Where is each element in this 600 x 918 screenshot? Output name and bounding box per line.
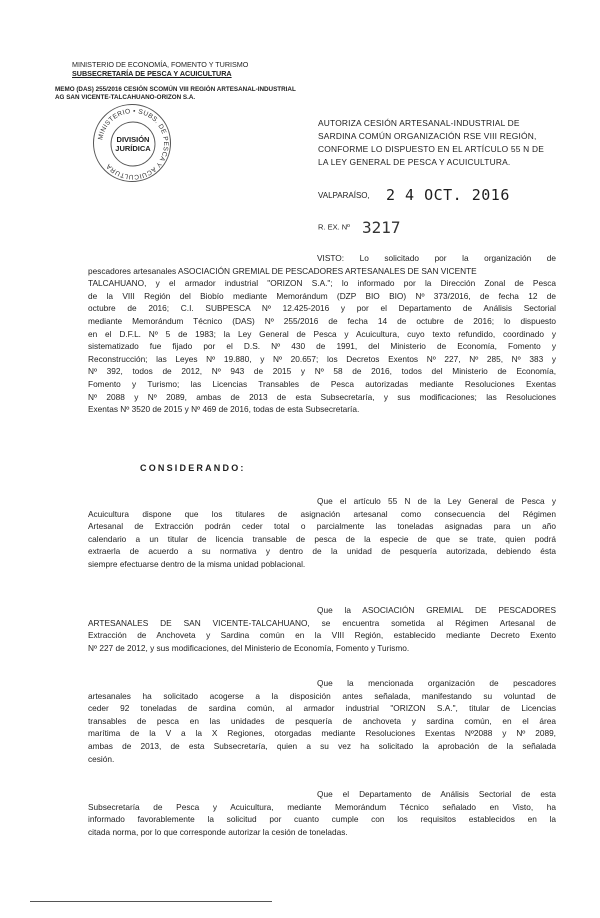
title-line: SARDINA COMÚN ORGANIZACIÓN RSE VIII REGIÓN,: [318, 131, 537, 141]
subsecretaria-name: SUBSECRETARÍA DE PESCA Y ACUICULTURA: [72, 69, 232, 78]
paragraph-line: TALCAHUANO, y el armador industrial "ORIZON S.A."; lo informado por la Dirección Zonal de Pesca: [88, 278, 556, 289]
paragraph-line: marítima de la V a la X Regiones, otorgadas mediante Resoluciones Exentas Nº2088 y Nº 2089,: [88, 728, 556, 739]
paragraph-line: VISTO: Lo solicitado por la organización de: [317, 253, 556, 263]
footnote-divider: [30, 901, 272, 902]
stamp-center-line-1: DIVISIÓN: [116, 135, 150, 144]
considerando-heading: CONSIDERANDO:: [140, 463, 246, 473]
considerando-paragraph-1: [88, 495, 556, 571]
paragraph-line: transables de pesca en las unidades de pesquería de anchoveta y sardina común, en el área: [88, 715, 556, 726]
division-juridica-stamp: [93, 104, 171, 182]
letterhead: [72, 60, 372, 78]
resolution-title: [318, 117, 558, 169]
paragraph-line: Que la mencionada organización de pescadores: [317, 678, 556, 688]
paragraph-line: calendario a un titular de licencia transable de pesca de la especie de que se trate, quien podrá: [88, 533, 556, 544]
title-line: LA LEY GENERAL DE PESCA Y ACUICULTURA.: [318, 157, 511, 167]
paragraph-line: Nº 227 de 2012, y sus modificaciones, del Ministerio de Economía, Fomento y Turismo.: [88, 642, 410, 653]
paragraph-line: ambas de 2013, de esta Subsecretaría, quien a su vez ha solicitado la aprobación de la señalada: [88, 740, 556, 751]
paragraph-line: ARTESANALES DE SAN VICENTE-TALCAHUANO, se encuentra sometida al Régimen Artesanal de: [88, 617, 556, 628]
memo-reference: [55, 86, 355, 102]
paragraph-line: citada norma, por lo que corresponde autorizar la cesión de toneladas.: [88, 826, 348, 837]
paragraph-line: ceder 92 toneladas de sardina común, al armador industrial "ORIZON S.A.", titular de Licencias: [88, 703, 556, 714]
paragraph-line: pescadores artesanales ASOCIACIÓN GREMIAL DE PESCADORES ARTESANALES DE SAN VICENTE: [88, 265, 477, 276]
resolution-number-value: 3217: [362, 218, 401, 237]
paragraph-line: Subsecretaría de Pesca y Acuicultura, mediante Memorándum Técnico señalado en Visto, ha: [88, 801, 556, 812]
dateline-date-stamp: 2 4 OCT. 2016: [385, 186, 510, 204]
paragraph-line: octubre de 2016; C.I. SUBPESCA Nº 12.425-2016 y por el Departamento de Análisis Sectorial: [88, 303, 556, 314]
stamp-ring-text: MINISTERIO • SUBS. DE PESCA Y ACUICULTURA: [97, 107, 170, 181]
paragraph-line: Fomento y Turismo; las Licencias Transables de Pesca autorizadas mediante Resoluciones Exentas: [88, 378, 556, 389]
paragraph-line: artesanales ha solicitado acogerse a la disposición antes señalada, manifestando su voluntad de: [88, 690, 556, 701]
paragraph-line: extraerla de acuerdo a su normativa y dentro de la unidad de pesquería autorizada, debiendo ésta: [88, 546, 556, 557]
ministry-name: MINISTERIO DE ECONOMÍA, FOMENTO Y TURISMO: [72, 60, 249, 69]
dateline-city: VALPARAÍSO,: [318, 190, 370, 200]
paragraph-line: Acuicultura dispone que los titulares de asignación artesanal como consecuencia del Régimen: [88, 508, 556, 519]
paragraph-line: Nº 2088 y Nº 2089, ambas de 2013 de esta Subsecretaría, y sus modificaciones; las Resoluciones: [88, 391, 556, 402]
paragraph-line: Que la ASOCIACIÓN GREMIAL DE PESCADORES: [317, 605, 556, 615]
memo-line-2: AG SAN VICENTE-TALCAHUANO-ORIZON S.A.: [55, 94, 196, 101]
considerando-paragraph-2: [88, 604, 556, 654]
considerando-paragraph-3: [88, 677, 556, 765]
visto-paragraph: [88, 252, 556, 416]
paragraph-line: de la VIII Región del Biobío mediante Memorándum (DZP BIO BIO) Nº 373/2016, de fecha 12 de: [88, 290, 556, 301]
paragraph-line: Que el artículo 55 N de la Ley General de Pesca y: [317, 496, 556, 506]
considerando-paragraph-4: [88, 788, 556, 838]
paragraph-line: Extracción de Anchoveta y Sardina común en la VIII Región, establecido mediante Decreto Exento: [88, 630, 556, 641]
title-line: CONFORME LO DISPUESTO EN EL ARTÍCULO 55 N DE: [318, 144, 544, 154]
resolution-number: [318, 218, 401, 237]
resolution-number-label: R. EX. Nº: [318, 222, 350, 232]
paragraph-line: cesión.: [88, 753, 115, 764]
paragraph-line: Reconstrucción; las Leyes Nº 19.880, y Nº 20.657; los Decretos Exentos Nº 227, Nº 285, Nº 383 y: [88, 353, 556, 364]
dateline: [318, 186, 510, 204]
paragraph-line: en el D.F.L. Nº 5 de 1983; la Ley General de Pesca y Acuicultura, cuyo texto refundido, coordinado y: [88, 328, 556, 339]
title-line: AUTORIZA CESIÓN ARTESANAL-INDUSTRIAL DE: [318, 118, 520, 128]
paragraph-line: sistematizado fue fijado por el D.S. Nº 430 de 1991, del Ministerio de Economía, Fomento y: [88, 341, 556, 352]
paragraph-line: informado favorablemente la solicitud por cuanto cumple con los requisitos establecidos en la: [88, 814, 556, 825]
memo-line-1: MEMO (DAS) 255/2016 CESIÓN SCOMÚN VIII REGIÓN ARTESANAL-INDUSTRIAL: [55, 86, 296, 93]
paragraph-line: siempre efectuarse dentro de la misma unidad poblacional.: [88, 558, 306, 569]
paragraph-line: Nº 392, todos de 2012, Nº 943 de 2015 y Nº 58 de 2016, todos del Ministerio de Economía,: [88, 366, 556, 377]
paragraph-line: Artesanal de Extracción podrán ceder total o parcialmente las toneladas asignadas para un año: [88, 521, 556, 532]
stamp-center: [116, 127, 150, 161]
stamp-center-line-2: JURÍDICA: [115, 144, 151, 153]
paragraph-line: Que el Departamento de Análisis Sectorial de esta: [317, 789, 556, 799]
paragraph-line: Exentas Nº 3520 de 2015 y Nº 469 de 2016, todas de esta Subsecretaría.: [88, 404, 360, 415]
paragraph-line: mediante Memorándum Técnico (DAS) Nº 255/2016 de fecha 14 de octubre de 2016; lo dispuesto: [88, 315, 556, 326]
